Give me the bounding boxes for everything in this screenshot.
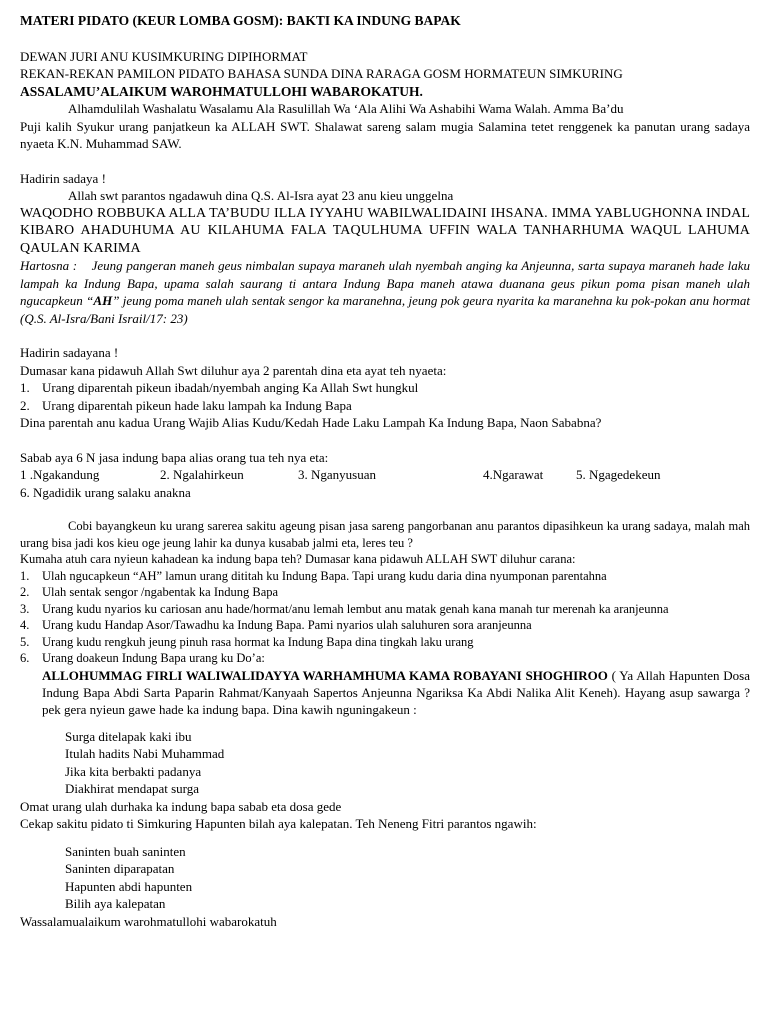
poem-saninten [20, 843, 750, 913]
doa-translation: ( Ya Allah Hapunten Dosa Indung Bapa Abdi Sarta Paparin Rahmat/Kanyaah Sapertos Anjeunna Ngariksa Ka Abdi Nalika Alit Keneh). Hayang asup sawarga ? pek gera nyieun gawe hade ka indung bapa. Dina kawih nguningakeun : [42, 667, 750, 717]
arabic-transliteration: WAQODHO ROBBUKA ALLA TA’BUDU ILLA IYYAHU WABILWALIDAINI IHSANA. IMMA YABLUGHONNA INDAL KIBARO AHADUHUMA AU KILAHUMA FALA TAQULHUMA UFFIN WALA TANHARHUMA WAQUL LAHUMA QAULAN KARIMA [20, 205, 750, 256]
list-item: 5. Urang kudu rengkuh jeung pinuh rasa hormat ka Indung Bapa dina tingkah laku urang [20, 634, 474, 649]
parentah-intro: Dumasar kana pidawuh Allah Swt diluhur aya 2 parentah dina eta ayat teh nyaeta: [20, 362, 447, 378]
list-item: 3. Urang kudu nyarios ku cariosan anu hade/hormat/anu lemah lembut anu matak genah kana manah tur merenah ka aranjeunna [20, 601, 669, 616]
quran-intro: Allah swt parantos ngadawuh dina Q.S. Al-Isra ayat 23 anu kieu unggelna [68, 188, 454, 203]
closing-line-1: Omat urang ulah durhaka ka indung bapa sabab eta dosa gede [20, 798, 342, 814]
list-item: 4. Urang kudu Handap Asor/Tawadhu ka Indung Bapa. Pami nyarios ulah saluhuren sora aranjeunna [20, 618, 532, 632]
jasa-item: 4.Ngarawat [483, 467, 544, 482]
translation-ah: AH [93, 293, 113, 308]
translation-text-a: Jeung pangeran maneh geus nimbalan supaya maraneh ulah nyembah anging ka Anjeunna, sarta supaya maraneh hade laku lampah ka Indung Bapa, upama salah saurang ti antara Indung Bapa maneh atawa duanana geus pikun poma pisan maneh ulah ngucapkeun “ [20, 258, 751, 308]
translation-text-b: ” jeung poma maneh ulah sentak sengor ka maranehna, jeung pok geura nyarita ka maranehna ku pok-pokan anu hormat (Q.S. Al-Isra/Bani Israil/17: 23) [20, 293, 750, 326]
jasa-row [20, 466, 750, 484]
list-item: 1. Urang diparentah pikeun ibadah/nyembah anging Ka Allah Swt hungkul [20, 380, 419, 395]
poem-line: Itulah hadits Nabi Muhammad [65, 746, 225, 761]
greeting-line-1: DEWAN JURI ANU KUSIMKURING DIPIHORMAT [20, 48, 308, 64]
hadirin-1: Hadirin sadaya ! [20, 170, 106, 186]
salam-closing: Wassalamualaikum warohmatullohi wabarokatuh [20, 913, 277, 929]
poem-line: Bilih aya kalepatan [65, 896, 166, 911]
kahadean-list [20, 568, 750, 718]
hadirin-2: Hadirin sadayana ! [20, 345, 119, 360]
greeting-line-2: REKAN-REKAN PAMILON PIDATO BAHASA SUNDA DINA RARAGA GOSM HORMATEUN SIMKURING [20, 66, 623, 81]
jasa-item: 3. Nganyusuan [298, 467, 376, 482]
list-item: 2. Ulah sentak sengor /ngabentak ka Indung Bapa [20, 585, 279, 599]
poem-surga [20, 728, 750, 798]
list-item: 6. Urang doakeun Indung Bapa urang ku Do’a: ALLOHUMMAG FIRLI WALIWALIDAYYA WARHAMHUMA KAMA ROBAYANI SHOGHIROO ( Ya Allah Hapunten Dosa Indung Bapa Abdi Sarta Paparin Rahmat/Kanyaah Sapertos Anjeunna Ngariksa Ka Abdi Nalika Alit Keneh). Hayang asup sawarga ? pek gera nyieun gawe hade ka indung bapa. Dina kawih nguningakeun : [20, 651, 750, 717]
jasa-item: 5. Ngagedekeun [576, 467, 661, 482]
parentah-question: Dina parentah anu kadua Urang Wajib Alias Kudu/Kedah Hade Laku Lampah Ka Indung Bapa, Naon Sababna? [20, 415, 602, 430]
list-item: 2. Urang diparentah pikeun hade laku lampah ka Indung Bapa [20, 397, 352, 413]
poem-line: Diakhirat mendapat surga [65, 781, 200, 796]
poem-line: Saninten buah saninten [65, 843, 186, 859]
poem-line: Saninten diparapatan [65, 861, 175, 876]
jasa-item: 2. Ngalahirkeun [160, 467, 244, 482]
doa-arabic: ALLOHUMMAG FIRLI WALIWALIDAYYA WARHAMHUMA KAMA ROBAYANI SHOGHIROO [42, 667, 608, 683]
jasa-item-6: 6. Ngadidik urang salaku anakna [20, 484, 191, 500]
salam-opening: ASSALAMU’ALAIKUM WAROHMATULLOHI WABAROKATUH. [20, 83, 423, 99]
opening-paragraph-2: Puji kalih Syukur urang panjatkeun ka ALLAH SWT. Shalawat sareng salam mugia Salamina tetet renggenek ka panutan urang sadaya nyaeta K.N. Muhammad SAW. [20, 118, 750, 151]
jasa-intro: Sabab aya 6 N jasa indung bapa alias orang tua teh nya eta: [20, 449, 329, 465]
document-title: MATERI PIDATO (KEUR LOMBA GOSM): BAKTI KA INDUNG BAPAK [20, 13, 461, 28]
parentah-list [20, 379, 750, 414]
poem-line: Hapunten abdi hapunten [65, 878, 193, 894]
poem-line: Jika kita berbakti padanya [65, 763, 202, 779]
translation-paragraph [20, 257, 750, 327]
doa-paragraph [42, 667, 750, 718]
translation-label: Hartosna : [20, 258, 78, 273]
kumaha-paragraph: Kumaha atuh cara nyieun kahadean ka indung bapa teh? Dumasar kana pidawuh ALLAH SWT diluhur carana: [20, 552, 576, 566]
closing-line-2: Cekap sakitu pidato ti Simkuring Hapunten bilah aya kalepatan. Teh Neneng Fitri parantos ngawih: [20, 816, 537, 831]
cobi-paragraph: Cobi bayangkeun ku urang sarerea sakitu ageung pisan jasa sareng pangorbanan anu parantos dipasihkeun ka urang sadaya, malah mah urang bisa jadi kos kieu oge jeung lahir ka dunya kusabab jalmi eta, leres teu ? [20, 519, 750, 550]
list-item: 1. Ulah ngucapkeun “AH” lamun urang dititah ku Indung Bapa. Tapi urang kudu daria dina nyumponan parentahna [20, 568, 607, 583]
poem-line: Surga ditelapak kaki ibu [65, 728, 192, 744]
opening-paragraph-1: Alhamdulilah Washalatu Wasalamu Ala Rasulillah Wa ‘Ala Alihi Wa Ashabihi Wama Walah. Amma Ba’du [68, 101, 624, 116]
jasa-item: 1 .Ngakandung [20, 467, 100, 482]
